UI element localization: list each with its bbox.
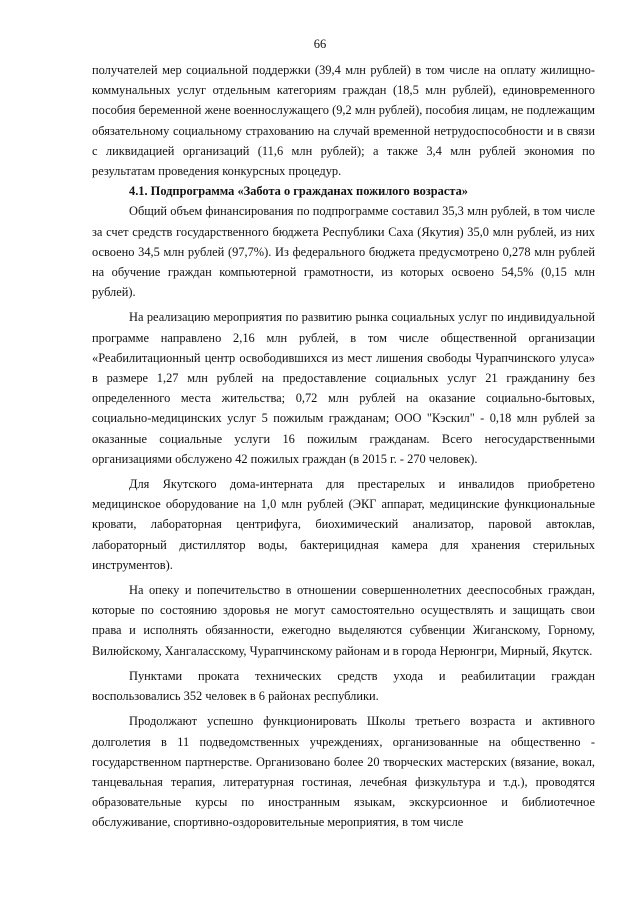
paragraph-medical-equipment: Для Якутского дома-интерната для престарелых и инвалидов приобретено медицинское оборудование на 1,0 млн рублей (ЭКГ аппарат, медицинские функциональные кровати, лабораторная центрифуга, биохимический анализатор, паровой автоклав, лабораторный дистиллятор воды, бактерицидная камера для хранения стерильных инструментов). [92, 477, 595, 572]
paragraph-rental-points: Пунктами проката технических средств ухода и реабилитации граждан воспользовались 352 человек в 6 районах республики. [92, 668, 595, 704]
paragraph-continuation: получателей мер социальной поддержки (39,4 млн рублей) в том числе на оплату жилищно-коммунальных услуг отдельным категориям граждан (18,5 млн рублей), единовременного пособия беременной жене военнослужащего (9,2 млн рублей), пособия лицам, не подлежащим обязательному социальному страхованию на случай временной нетрудоспособности и в связи с ликвидацией организаций (11,6 млн рублей); а также 3,4 млн рублей экономия по результатам проведения конкурсных процедур. [92, 63, 595, 179]
section-heading: 4.1. Подпрограмма «Забота о гражданах пожилого возраста» [129, 184, 468, 199]
document-body [92, 60, 595, 833]
paragraph-third-age-schools: Продолжают успешно функционировать Школы третьего возраста и активного долголетия в 11 подведомственных учреждениях, организованные на общественно - государственном партнерстве. Организовано более 20 творческих мастерских (вязание, вокал, танцевальная терапия, литературная гостиная, лечебная физкультура и т.д.), проводятся образовательные курсы по иностранным языкам, экскурсионное и библиотечное обслуживание, спортивно-оздоровительные мероприятия, в том числе [92, 714, 595, 830]
paragraph-social-services: На реализацию мероприятия по развитию рынка социальных услуг по индивидуальной программе направлено 2,16 млн рублей, в том числе общественной организации «Реабилитационный центр освободившихся из мест лишения свободы Чурапчинского улуса» в размере 1,27 млн рублей на предоставление социальных услуг 21 гражданину без определенного места жительства; 0,72 млн рублей на оказание социально-бытовых, социально-медицинских услуг 5 пожилым гражданам; ООО "Кэскил" - 0,18 млн рублей за оказанные социальные услуги 16 пожилым гражданам. Всего негосударственными организациями обслужено 42 пожилых граждан (в 2015 г. - 270 человек). [92, 310, 595, 466]
page-number: 66 [313, 37, 327, 51]
paragraph-guardianship: На опеку и попечительство в отношении совершеннолетних дееспособных граждан, которые по состоянию здоровья не могут самостоятельно осуществлять и защищать свои права и исполнять обязанности, ежегодно выделяются субвенции Жиганскому, Горному, Вилюйскому, Хангаласскому, Чурапчинскому районам и в города Нерюнгри, Мирный, Якутск. [92, 583, 595, 658]
paragraph-financing: Общий объем финансирования по подпрограмме составил 35,3 млн рублей, в том числе за счет средств государственного бюджета Республики Саха (Якутия) 35,0 млн рублей, из них освоено 34,5 млн рублей (97,7%). Из федерального бюджета предусмотрено 0,278 млн рублей на обучение граждан компьютерной грамотности, из которых освоено 54,5% (0,15 млн рублей). [92, 204, 595, 300]
